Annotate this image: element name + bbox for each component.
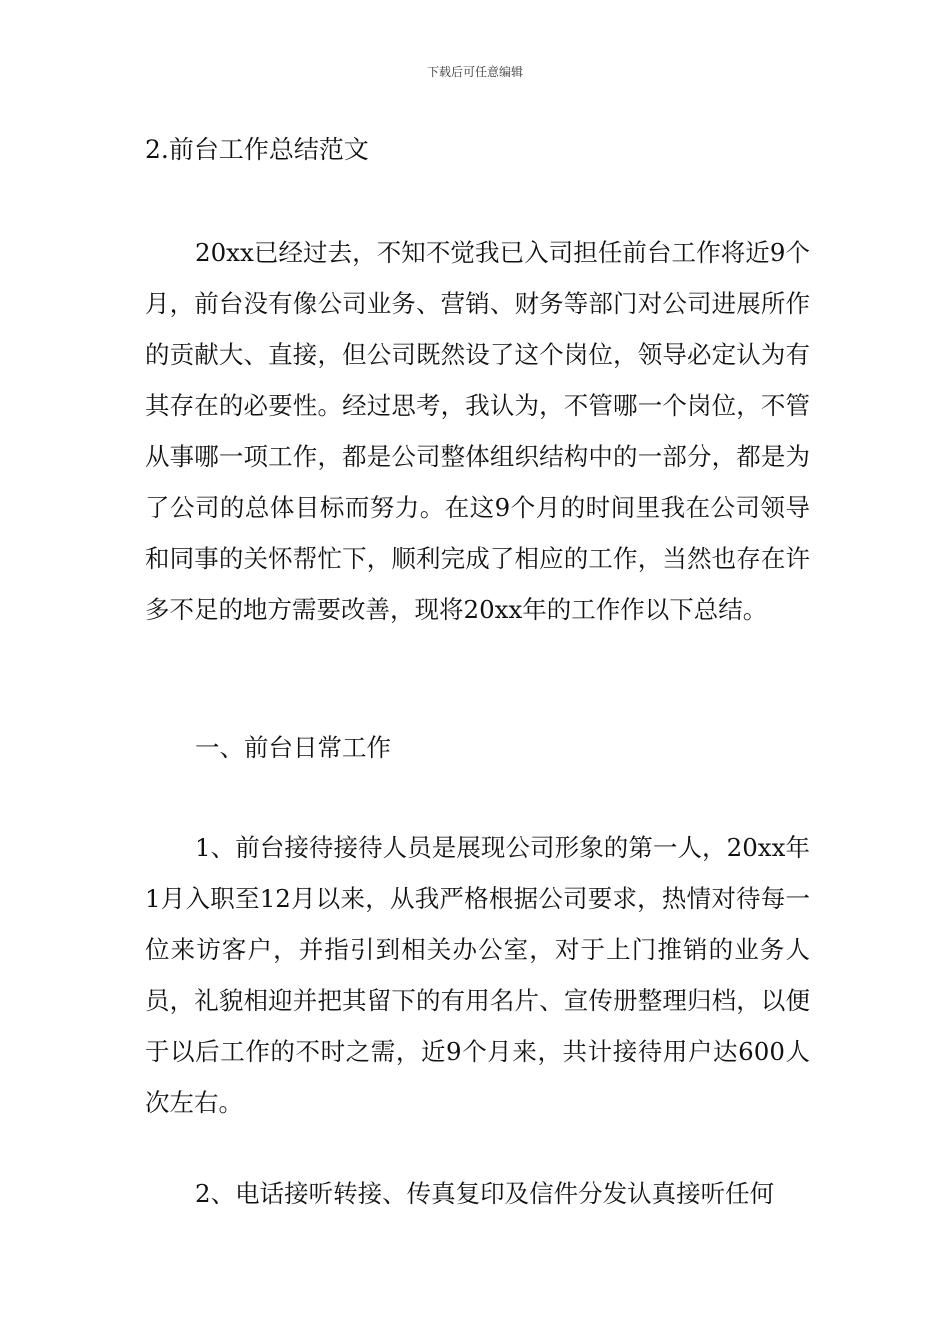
intro-paragraph: 20xx已经过去，不知不觉我已入司担任前台工作将近9个月，前台没有像公司业务、营销、财务等部门对公司进展所作的贡献大、直接，但公司既然设了这个岗位，领导必定认为有其存在的必要性。经过思考，我认为，不管哪一个岗位，不管从事哪一项工作，都是公司整体组织结构中的一部分，都是为了公司的总体目标而努力。在这9个月的时间里我在公司领导和同事的关怀帮忙下，顺利完成了相应的工作，当然也存在许多不足的地方需要改善，现将20xx年的工作作以下总结。 (145, 238, 810, 624)
document-title: 2.前台工作总结范文 (145, 135, 369, 164)
item-paragraph-2: 2、电话接听转接、传真复印及信件分发认真接听任何 (195, 1179, 775, 1208)
item-paragraph-1: 1、前台接待接待人员是展现公司形象的第一人，20xx年1月入职至12月以来，从我严格根据公司要求，热情对待每一位来访客户，并指引到相关办公室，对于上门推销的业务人员，礼貌相迎并把其留下的有用名片、宣传册整理归档，以便于以后工作的不时之需，近9个月来，共计接待用户达600人次左右。 (145, 833, 810, 1117)
section-heading: 一、前台日常工作 (195, 733, 391, 762)
header-note: 下载后可任意编辑 (426, 65, 523, 79)
